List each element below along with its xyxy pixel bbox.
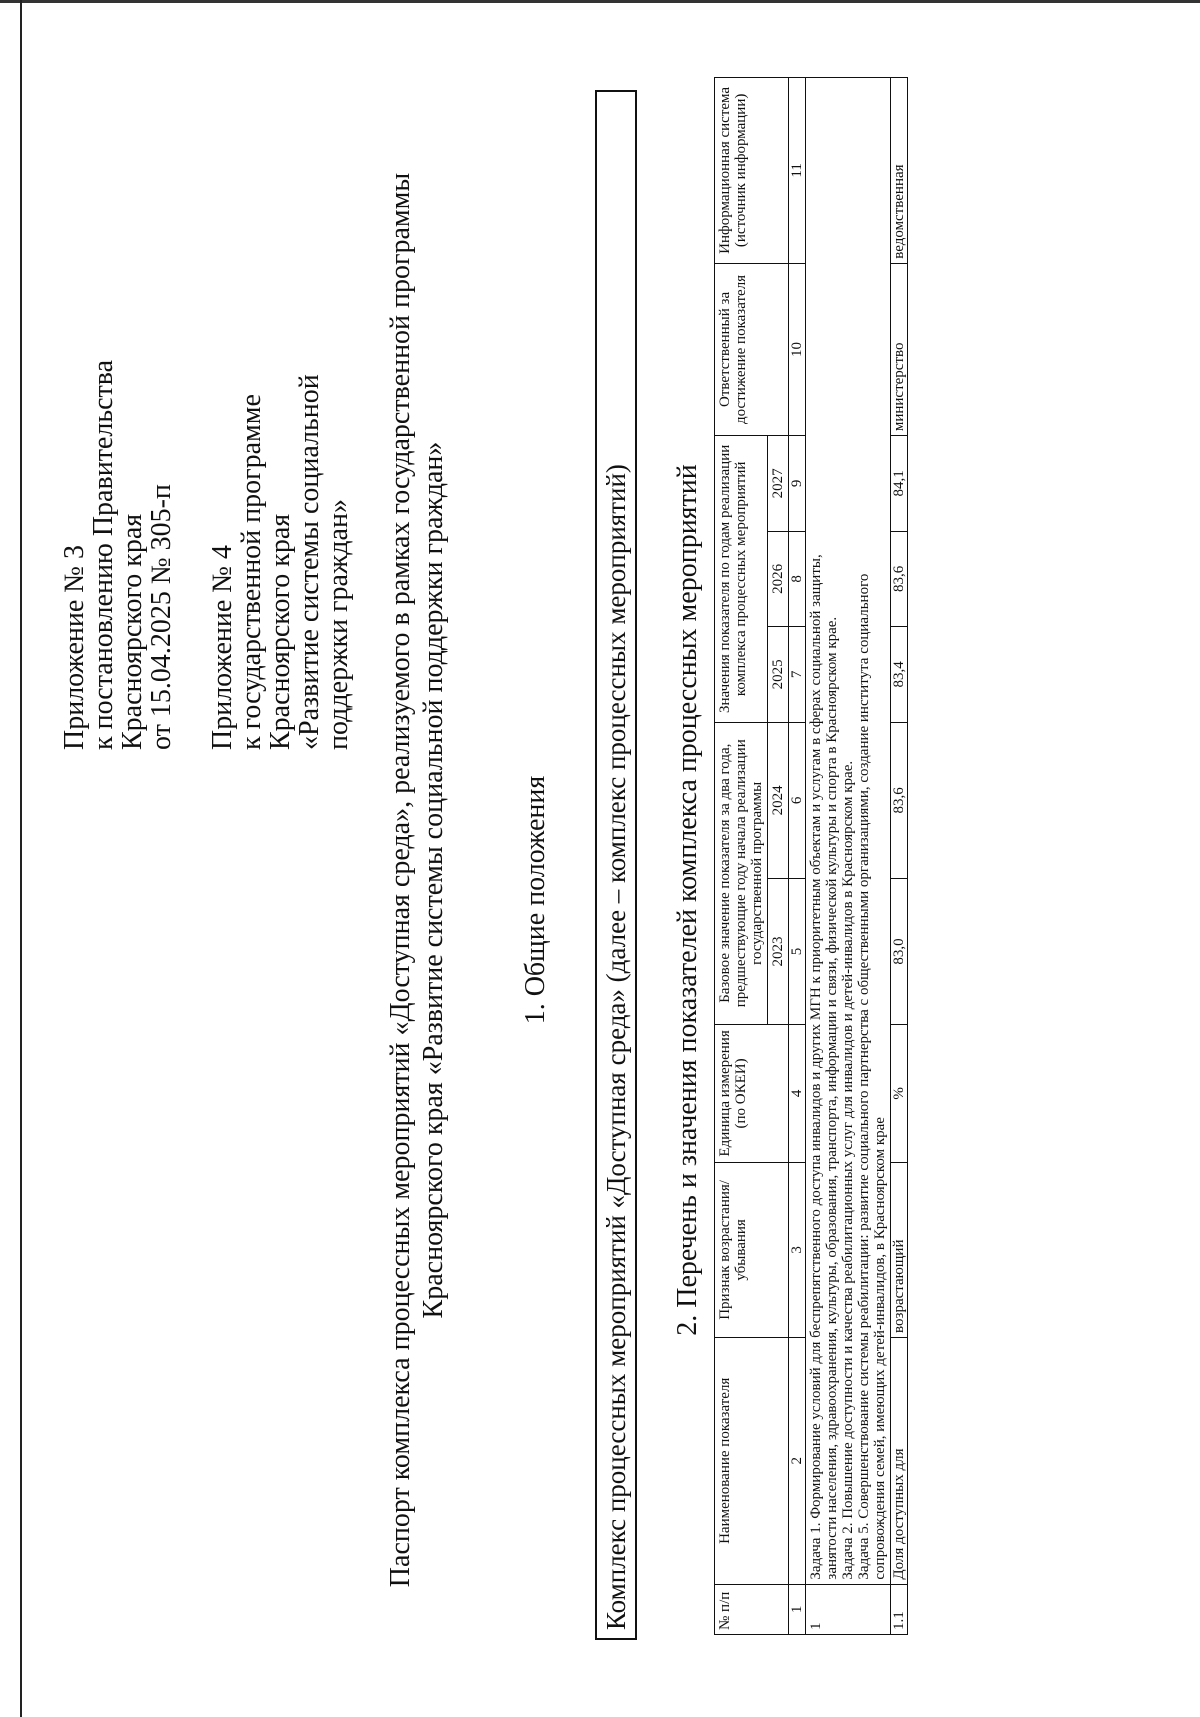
appendix-4-block bbox=[208, 110, 353, 750]
column-number: 7 bbox=[789, 627, 806, 722]
value-2024: 83,6 bbox=[891, 722, 908, 878]
column-number: 10 bbox=[789, 263, 806, 435]
rotated-page bbox=[60, 50, 1120, 1670]
column-number: 1 bbox=[789, 1584, 806, 1634]
appendix-4-line: «Развитие системы социальной bbox=[294, 374, 325, 750]
task-line: занятости населения, здравоохранения, культуры, образования, транспорта, информации и связи, физической культуры и спорта в Красноярском крае. bbox=[824, 616, 840, 1580]
passport-title-line: Красноярского края «Развитие системы социальной поддержки граждан» bbox=[418, 441, 449, 1319]
appendix-4-line: к государственной программе bbox=[236, 394, 267, 750]
year-cell: 2025 bbox=[768, 627, 789, 722]
column-number: 8 bbox=[789, 531, 806, 626]
task-description bbox=[806, 78, 891, 1585]
column-number: 6 bbox=[789, 722, 806, 878]
section-1-heading: 1. Общие положения bbox=[520, 775, 551, 1025]
column-number: 4 bbox=[789, 1024, 806, 1162]
value-2026: 83,6 bbox=[891, 531, 908, 626]
appendix-3-line: Красноярского края bbox=[117, 513, 148, 750]
year-cell: 2023 bbox=[768, 879, 789, 1025]
column-number: 9 bbox=[789, 436, 806, 531]
appendix-3-block bbox=[60, 110, 176, 750]
year-cell: 2026 bbox=[768, 531, 789, 626]
header-row bbox=[715, 78, 768, 1635]
task-row bbox=[806, 78, 891, 1635]
indicators-table bbox=[714, 77, 908, 1635]
column-number: 3 bbox=[789, 1162, 806, 1337]
appendix-4-line: Приложение № 4 bbox=[207, 545, 238, 750]
header-unit: Единица измерения (по ОКЕИ) bbox=[715, 1024, 789, 1162]
passport-title bbox=[384, 110, 450, 1650]
header-num: № п/п bbox=[715, 1584, 789, 1634]
header-name: Наименование показателя bbox=[715, 1337, 789, 1584]
header-info-system: Информационная система (источник информации) bbox=[715, 78, 789, 264]
appendix-3-line: от 15.04.2025 № 305-п bbox=[146, 484, 177, 750]
task-line: Задача 1. Формирование условий для беспрепятственного доступа инвалидов и других МГН к приоритетным объектам и услугам в сферах социальной защиты, bbox=[808, 554, 824, 1580]
value-2025: 83,4 bbox=[891, 627, 908, 722]
task-line: Задача 5. Совершенствование системы реабилитации: развитие социального партнерства с общественными организациями, создание института социального bbox=[856, 573, 872, 1580]
value-2023: 83,0 bbox=[891, 879, 908, 1025]
indicator-name: Доля доступных для bbox=[891, 1337, 908, 1584]
column-number: 11 bbox=[789, 78, 806, 264]
complex-name-box: Комплекс процессных мероприятий «Доступная среда» (далее – комплекс процессных мероприятий) bbox=[595, 90, 637, 1640]
appendix-3-line: к постановлению Правительства bbox=[88, 359, 119, 750]
header-base-value: Базовое значение показателя за два года, предшествующие году начала реализации государственной программы bbox=[715, 722, 768, 1024]
column-number: 5 bbox=[789, 879, 806, 1025]
year-cell: 2027 bbox=[768, 436, 789, 531]
header-responsible: Ответственный за достижение показателя bbox=[715, 263, 789, 435]
column-number: 2 bbox=[789, 1337, 806, 1584]
header-values-by-year: Значения показателя по годам реализации комплекса процессных мероприятий bbox=[715, 436, 768, 722]
column-numbers-row bbox=[789, 78, 806, 1635]
header-trend: Признак возрастания/ убывания bbox=[715, 1162, 789, 1337]
indicator-row-1-1 bbox=[891, 78, 908, 1635]
indicator-info-system: ведомственная bbox=[891, 78, 908, 264]
appendix-4-line: Красноярского края bbox=[265, 513, 296, 750]
task-line: Задача 2. Повышение доступности и качества реабилитационных услуг для инвалидов и детей-инвалидов в Красноярском крае. bbox=[840, 760, 856, 1580]
row-num: 1.1 bbox=[891, 1584, 908, 1634]
year-cell: 2024 bbox=[768, 722, 789, 878]
indicator-responsible: министерство bbox=[891, 263, 908, 435]
passport-title-line: Паспорт комплекса процессных мероприятий «Доступная среда», реализуемого в рамках государственной программы bbox=[385, 172, 416, 1588]
indicator-unit: % bbox=[891, 1024, 908, 1162]
scan-top-border bbox=[0, 0, 1200, 3]
value-2027: 84,1 bbox=[891, 436, 908, 531]
task-line: сопровождения семей, имеющих детей-инвалидов, в Красноярском крае bbox=[872, 1117, 888, 1580]
task-row-num: 1 bbox=[806, 1584, 891, 1634]
section-2-heading: 2. Перечень и значения показателей комплекса процессных мероприятий bbox=[672, 464, 703, 1336]
appendix-4-line: поддержки граждан» bbox=[323, 499, 354, 750]
scan-left-edge bbox=[20, 0, 22, 1717]
indicator-trend: возрастающий bbox=[891, 1162, 908, 1337]
appendix-3-line: Приложение № 3 bbox=[59, 545, 90, 750]
